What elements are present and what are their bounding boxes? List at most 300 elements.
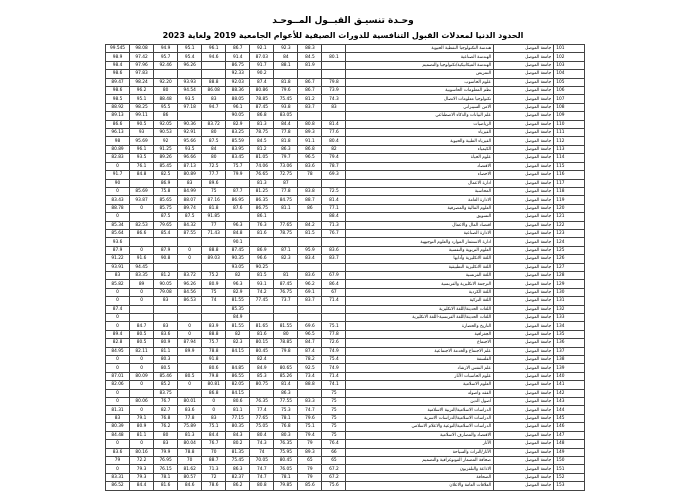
department-cell: علم الاجتماع والخدمة الاجتماعية [346, 347, 494, 355]
score-cell: 85.75 [154, 204, 178, 212]
score-cell: 85.46 [154, 372, 178, 380]
score-cell: 86.6 [130, 229, 154, 237]
score-cell: 75.4 [322, 356, 346, 364]
score-cell: 82.8 [106, 339, 130, 347]
score-cell [274, 305, 298, 313]
row-number-cell: 117 [554, 179, 585, 187]
score-cell [178, 356, 202, 364]
score-cell: 78.75 [274, 229, 298, 237]
score-cell: 80.9 [154, 339, 178, 347]
score-cell: 84.85 [226, 364, 250, 372]
score-cell: 76.3 [250, 221, 274, 229]
score-cell: 88.07 [178, 196, 202, 204]
score-cell: 72.2 [130, 456, 154, 464]
score-cell: 81.55 [226, 322, 250, 330]
score-cell: 74.06 [250, 162, 274, 170]
university-cell: جامعة الموصل [494, 465, 554, 473]
score-cell: 79.3 [130, 465, 154, 473]
score-cell: 81.1 [226, 406, 250, 414]
university-cell: جامعة الموصل [494, 431, 554, 439]
score-cell: 81.62 [178, 465, 202, 473]
score-cell: 83 [154, 440, 178, 448]
score-cell: 86.2 [226, 482, 250, 490]
department-cell: الاحصاء [346, 171, 494, 179]
department-cell: صحافة المضمار الفوتوغرافية والتصميم [346, 456, 494, 464]
score-cell: 92.5 [298, 364, 322, 372]
score-cell: 83.43 [106, 196, 130, 204]
score-cell: 80.5 [154, 364, 178, 372]
score-cell: 0 [106, 297, 130, 305]
row-number-cell: 124 [554, 238, 585, 246]
university-cell: جامعة الموصل [494, 288, 554, 296]
university-cell: جامعة الموصل [494, 78, 554, 86]
score-cell: 87.5 [154, 213, 178, 221]
table-row [106, 297, 585, 305]
score-cell: 76.7 [322, 229, 346, 237]
score-cell: 83.7 [298, 103, 322, 111]
row-number-cell: 121 [554, 213, 585, 221]
score-cell: 80.45 [250, 347, 274, 355]
department-cell: العلاقات العامة والاعلان [346, 482, 494, 490]
table-row [106, 456, 585, 464]
score-cell: 74.3 [250, 440, 274, 448]
score-cell: 73.4 [298, 372, 322, 380]
department-cell: الاجتماع [346, 339, 494, 347]
university-cell: جامعة الموصل [494, 112, 554, 120]
score-cell: 77.6 [322, 129, 346, 137]
department-cell: العلوم المالية والمصرفية [346, 204, 494, 212]
score-cell: 74.1 [322, 381, 346, 389]
score-cell: 89 [130, 280, 154, 288]
score-cell: 83.9 [202, 322, 226, 330]
score-cell: 81.9 [298, 61, 322, 69]
score-cell: 81.1 [154, 347, 178, 355]
score-cell: 75 [202, 288, 226, 296]
table-row [106, 372, 585, 380]
row-number-cell: 112 [554, 137, 585, 145]
university-cell: جامعة الموصل [494, 171, 554, 179]
score-cell: 76.35 [274, 440, 298, 448]
score-cell: 80.3 [154, 356, 178, 364]
score-cell: 75.8 [154, 187, 178, 195]
score-cell: 92.05 [154, 120, 178, 128]
score-cell: 75.05 [250, 423, 274, 431]
score-cell: 74.7 [250, 465, 274, 473]
score-cell: 0 [106, 389, 130, 397]
score-cell: 81.8 [274, 78, 298, 86]
score-cell: 0 [106, 322, 130, 330]
score-cell: 86.8 [298, 145, 322, 153]
score-cell: 79 [298, 465, 322, 473]
score-cell: 89.4 [106, 330, 130, 338]
university-cell: جامعة الموصل [494, 406, 554, 414]
score-cell: 81.8 [274, 137, 298, 145]
score-cell: 76.4 [322, 440, 346, 448]
row-number-cell: 118 [554, 187, 585, 195]
table-row [106, 406, 585, 414]
university-cell: جامعة الموصل [494, 129, 554, 137]
score-cell: 80.81 [202, 381, 226, 389]
score-cell: 84.6 [178, 482, 202, 490]
score-cell: 0 [106, 398, 130, 406]
score-cell: 90.25 [250, 263, 274, 271]
score-cell: 87.7 [226, 187, 250, 195]
university-cell: جامعة الموصل [494, 364, 554, 372]
score-cell: 85.6 [298, 482, 322, 490]
university-cell: جامعة الموصل [494, 482, 554, 490]
score-cell: 78.1 [274, 414, 298, 422]
score-cell: 79.9 [154, 448, 178, 456]
score-cell: 81.3 [178, 431, 202, 439]
score-cell: 81.4 [322, 120, 346, 128]
score-cell: 75 [322, 389, 346, 397]
table-row [106, 314, 585, 322]
score-cell: 80 [202, 154, 226, 162]
score-cell: 78.75 [250, 129, 274, 137]
score-cell: 80.15 [250, 339, 274, 347]
score-cell [274, 70, 298, 78]
table-row [106, 87, 585, 95]
score-cell: 70 [202, 448, 226, 456]
score-cell: 81.65 [250, 322, 274, 330]
row-number-cell: 115 [554, 162, 585, 170]
university-cell: جامعة الموصل [494, 440, 554, 448]
department-cell: العلوم التربوية والنفسية [346, 246, 494, 254]
score-cell [322, 61, 346, 69]
score-cell: 0 [202, 406, 226, 414]
score-cell: 84 [274, 53, 298, 61]
score-cell: 98.4 [106, 61, 130, 69]
score-cell: 72.75 [274, 171, 298, 179]
score-cell: 66 [322, 448, 346, 456]
score-cell: 80.16 [130, 448, 154, 456]
table-row [106, 204, 585, 212]
score-cell: 76.1 [130, 162, 154, 170]
score-cell: 93.05 [226, 263, 250, 271]
score-cell: 85.34 [106, 221, 130, 229]
table-row [106, 196, 585, 204]
score-cell: 91.25 [154, 145, 178, 153]
score-cell: 74.7 [250, 473, 274, 481]
score-cell: 81.6 [250, 229, 274, 237]
university-cell: جامعة الموصل [494, 246, 554, 254]
score-cell: 71.4 [322, 297, 346, 305]
score-cell: 72 [202, 473, 226, 481]
score-cell: 94.7 [202, 103, 226, 111]
table-row [106, 179, 585, 187]
row-number-cell: 120 [554, 204, 585, 212]
university-cell: جامعة الموصل [494, 322, 554, 330]
score-cell: 82.7 [154, 406, 178, 414]
score-cell [130, 179, 154, 187]
score-cell: 83 [202, 414, 226, 422]
row-number-cell: 127 [554, 263, 585, 271]
score-cell: 80.65 [274, 364, 298, 372]
row-number-cell: 130 [554, 288, 585, 296]
score-cell: 96.66 [178, 154, 202, 162]
score-cell: 79.7 [274, 154, 298, 162]
row-number-cell: 128 [554, 271, 585, 279]
score-cell: 86.08 [202, 87, 226, 95]
row-number-cell: 146 [554, 423, 585, 431]
row-number-cell: 107 [554, 95, 585, 103]
university-cell: جامعة الموصل [494, 103, 554, 111]
department-cell: الجغرافية [346, 330, 494, 338]
score-cell: 95.4 [178, 53, 202, 61]
table-row [106, 271, 585, 279]
score-cell: 84.9 [250, 364, 274, 372]
score-cell [250, 305, 274, 313]
score-cell: 91.4 [226, 53, 250, 61]
score-cell: 80.8 [250, 482, 274, 490]
score-cell: 77.8 [322, 330, 346, 338]
score-cell: 87.55 [178, 229, 202, 237]
score-cell: 87.45 [226, 246, 250, 254]
score-cell: 96.3 [226, 280, 250, 288]
score-cell: 0 [106, 288, 130, 296]
university-cell: جامعة الموصل [494, 61, 554, 69]
score-cell: 79.4 [322, 154, 346, 162]
score-cell: 91.8 [202, 356, 226, 364]
score-cell: 86.55 [226, 372, 250, 380]
score-cell [202, 263, 226, 271]
score-cell [130, 389, 154, 397]
score-cell: 81.05 [250, 154, 274, 162]
table-row [106, 103, 585, 111]
score-cell: 80.6 [202, 364, 226, 372]
score-cell: 88.4 [322, 213, 346, 221]
score-cell: 79.8 [274, 347, 298, 355]
department-cell: التسويق [346, 213, 494, 221]
table-row [106, 414, 585, 422]
score-cell: 90.05 [154, 280, 178, 288]
score-cell: 93.1 [250, 280, 274, 288]
score-cell: 73.7 [274, 297, 298, 305]
row-number-cell: 129 [554, 280, 585, 288]
table-row [106, 280, 585, 288]
score-cell [202, 305, 226, 313]
score-cell: 86.3 [274, 145, 298, 153]
score-cell: 86 [298, 204, 322, 212]
score-cell: 75.2 [202, 271, 226, 279]
score-cell: 87.01 [106, 372, 130, 380]
score-cell: 86.8 [250, 112, 274, 120]
score-cell: 78.85 [274, 339, 298, 347]
score-cell: 0 [106, 356, 130, 364]
score-cell [178, 70, 202, 78]
score-cell: 81.6 [154, 482, 178, 490]
score-cell: 95.1 [178, 45, 202, 53]
score-cell: 0 [130, 246, 154, 254]
score-cell [130, 314, 154, 322]
score-cell: 80.6 [226, 398, 250, 406]
score-cell: 74.9 [322, 347, 346, 355]
table-row [106, 330, 585, 338]
score-cell: 98.24 [130, 78, 154, 86]
score-cell: 84.56 [178, 288, 202, 296]
score-cell: 0 [202, 398, 226, 406]
department-cell: الصحافة [346, 473, 494, 481]
score-cell: 79 [298, 473, 322, 481]
score-cell: 82.11 [130, 347, 154, 355]
row-number-cell: 134 [554, 322, 585, 330]
score-cell [178, 238, 202, 246]
department-cell: الدراسات الاسلامية/التربية الاسلامية [346, 406, 494, 414]
score-cell [154, 305, 178, 313]
admission-table [105, 44, 585, 491]
score-cell: 86.95 [226, 196, 250, 204]
score-cell [322, 70, 346, 78]
row-number-cell: 148 [554, 440, 585, 448]
department-cell: الدراسات الاسلامية/الدراسات الاسرية [346, 414, 494, 422]
score-cell: 87.16 [202, 196, 226, 204]
score-cell: 94.6 [202, 53, 226, 61]
score-cell: 84.75 [274, 196, 298, 204]
score-cell: 79.1 [130, 414, 154, 422]
table-row [106, 263, 585, 271]
score-cell: 73.9 [322, 87, 346, 95]
score-cell: 84.4 [274, 120, 298, 128]
score-cell [322, 263, 346, 271]
score-cell: 81.3 [250, 120, 274, 128]
score-cell: 84.4 [202, 431, 226, 439]
score-cell: 86.9 [154, 179, 178, 187]
score-cell [250, 238, 274, 246]
score-cell: 80.1 [322, 53, 346, 61]
score-cell: 0 [178, 322, 202, 330]
score-cell: 88.8 [298, 381, 322, 389]
department-cell: علوم الحياة [346, 154, 494, 162]
row-number-cell: 131 [554, 297, 585, 305]
score-cell: 80 [274, 330, 298, 338]
score-cell: 82 [226, 271, 250, 279]
table-row [106, 145, 585, 153]
score-cell: 69.3 [322, 171, 346, 179]
score-cell: 84.95 [106, 347, 130, 355]
university-cell: جامعة الموصل [494, 70, 554, 78]
score-cell [130, 213, 154, 221]
table-row [106, 78, 585, 86]
score-cell: 72.6 [322, 339, 346, 347]
score-cell [298, 238, 322, 246]
university-cell: جامعة الموصل [494, 120, 554, 128]
score-cell: 86.4 [322, 280, 346, 288]
score-cell: 76.7 [154, 398, 178, 406]
table-row [106, 53, 585, 61]
score-cell: 74 [202, 297, 226, 305]
department-cell: الفلسفة [346, 356, 494, 364]
score-cell: 75 [322, 414, 346, 422]
department-cell: علوم الحاسوب [346, 78, 494, 86]
department-cell: نظم المعلومات الحاسوبية [346, 87, 494, 95]
table-row [106, 482, 585, 490]
score-cell: 70 [178, 456, 202, 464]
score-cell [226, 213, 250, 221]
score-cell: 76.75 [274, 288, 298, 296]
score-cell: 88.3 [298, 45, 322, 53]
score-cell: 96.26 [178, 280, 202, 288]
score-cell: 87.45 [250, 103, 274, 111]
score-cell: 88.1 [274, 61, 298, 69]
row-number-cell: 142 [554, 389, 585, 397]
table-row [106, 423, 585, 431]
score-cell: 83.7 [298, 297, 322, 305]
score-cell: 84.7 [298, 339, 322, 347]
row-number-cell: 133 [554, 314, 585, 322]
score-cell: 84.7 [130, 322, 154, 330]
score-cell: 98.5 [106, 95, 130, 103]
table-row [106, 431, 585, 439]
row-number-cell: 138 [554, 356, 585, 364]
score-cell: 0 [178, 381, 202, 389]
score-cell: 75 [322, 398, 346, 406]
score-cell: 0 [178, 255, 202, 263]
score-cell: 83.4 [298, 255, 322, 263]
score-cell: 79.4 [298, 431, 322, 439]
university-cell: جامعة الموصل [494, 196, 554, 204]
row-number-cell: 141 [554, 381, 585, 389]
score-cell: 83.6 [154, 330, 178, 338]
score-cell: 89.47 [106, 78, 130, 86]
score-cell: 77.65 [250, 414, 274, 422]
row-number-cell: 145 [554, 414, 585, 422]
row-number-cell: 109 [554, 112, 585, 120]
score-cell: 87.9 [106, 246, 130, 254]
score-cell: 82.53 [130, 221, 154, 229]
score-cell: 86.35 [250, 196, 274, 204]
score-cell: 87 [274, 179, 298, 187]
score-cell: 93.6 [106, 238, 130, 246]
score-cell: 75 [322, 431, 346, 439]
score-cell: 76.05 [274, 465, 298, 473]
table-row [106, 171, 585, 179]
row-number-cell: 139 [554, 364, 585, 372]
score-cell: 80.04 [178, 440, 202, 448]
table-row [106, 95, 585, 103]
department-cell: الآثار [346, 440, 494, 448]
score-cell: 77 [202, 221, 226, 229]
department-cell: الرياضيات [346, 120, 494, 128]
score-cell: 80.57 [178, 473, 202, 481]
score-cell: 72.5 [322, 187, 346, 195]
score-cell: 83.6 [106, 448, 130, 456]
score-cell: 89.6 [202, 179, 226, 187]
score-cell: 87.13 [178, 162, 202, 170]
score-cell: 72.5 [202, 162, 226, 170]
score-cell: 85.45 [154, 162, 178, 170]
score-cell: 89.03 [202, 255, 226, 263]
department-cell: هندسة التكنولوجيا النفطية الحيوية [346, 45, 494, 53]
table-row [106, 61, 585, 69]
score-cell [322, 314, 346, 322]
row-number-cell: 116 [554, 171, 585, 179]
score-cell: 81.1 [130, 431, 154, 439]
score-cell: 81.5 [250, 271, 274, 279]
university-cell: جامعة الموصل [494, 162, 554, 170]
score-cell: 83.72 [202, 120, 226, 128]
score-cell: 81.5 [298, 229, 322, 237]
score-cell: 83 [106, 271, 130, 279]
score-cell: 99.11 [130, 112, 154, 120]
score-cell: 75.1 [322, 322, 346, 330]
score-cell: 75.1 [298, 423, 322, 431]
score-cell: 83.75 [154, 389, 178, 397]
score-cell: 83.05 [274, 112, 298, 120]
table-row [106, 288, 585, 296]
table-row [106, 187, 585, 195]
row-number-cell: 110 [554, 120, 585, 128]
score-cell: 80.39 [106, 423, 130, 431]
